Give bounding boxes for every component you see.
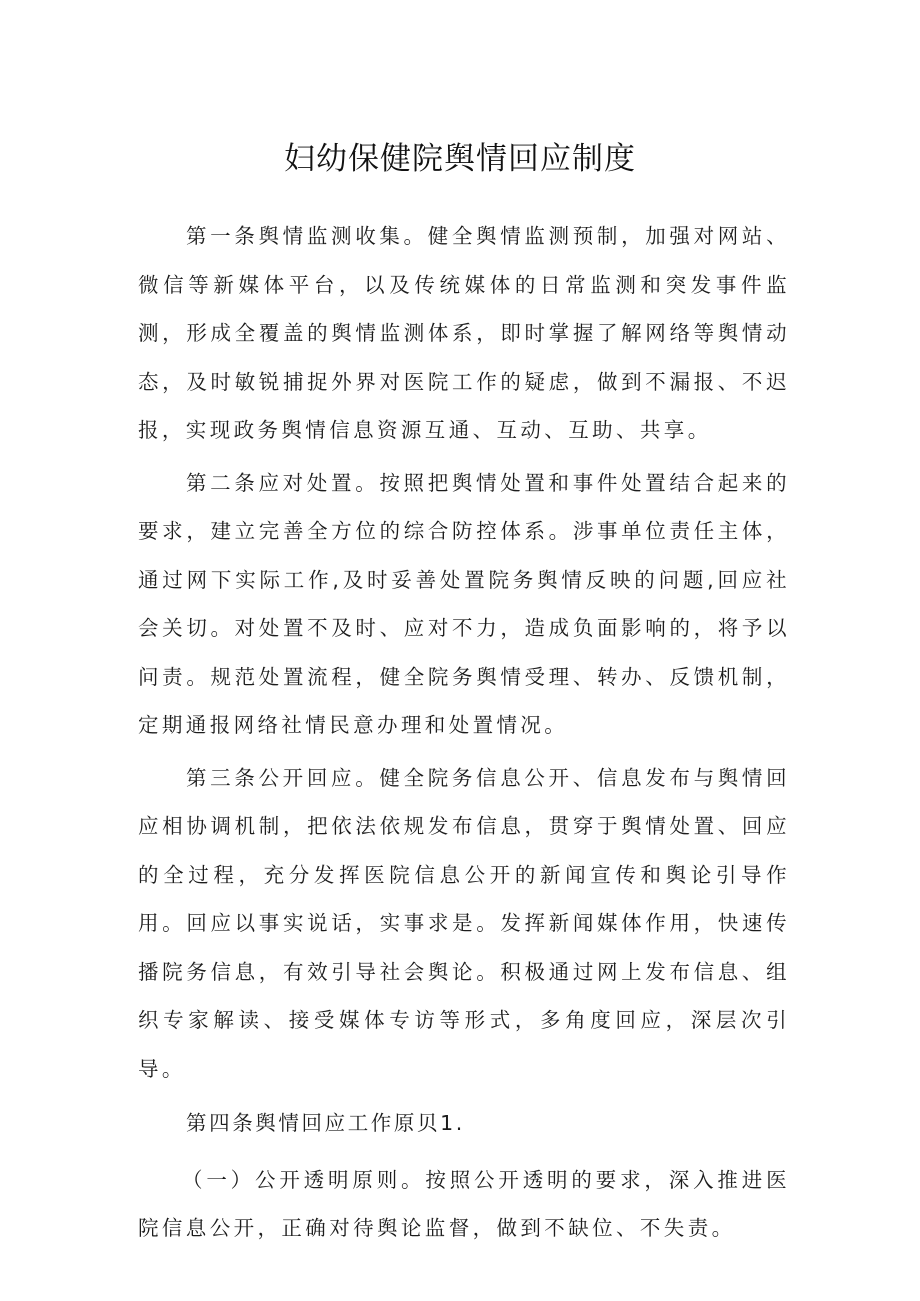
article-3-paragraph: 第三条公开回应。健全院务信息公开、信息发布与舆情回应相协调机制，把依法依规发布信息，贯穿于舆情处置、回应的全过程，充分发挥医院信息公开的新闻宣传和舆论引导作用。回应以事实说话，实事求是。发挥新闻媒体作用，快速传播院务信息，有效引导社会舆论。积极通过网上发布信息、组织专家解读、接受媒体专访等形式，多角度回应，深层次引导。 <box>138 765 790 1081</box>
document-title: 妇幼保健院舆情回应制度 <box>284 141 636 177</box>
principle-1-paragraph: （一）公开透明原则。按照公开透明的要求，深入推进医院信息公开，正确对待舆论监督，做到不缺位、不失责。 <box>138 1167 790 1240</box>
article-2-paragraph: 第二条应对处置。按照把舆情处置和事件处置结合起来的要求，建立完善全方位的综合防控体系。涉事单位责任主体，通过网下实际工作,及时妥善处置院务舆情反映的问题,回应社会关切。对处置不及时、应对不力，造成负面影响的，将予以问责。规范处置流程，健全院务舆情受理、转办、反馈机制，定期通报网络社情民意办理和处置情况。 <box>138 470 790 737</box>
article-4-heading: 第四条舆情回应工作原贝1. <box>186 1111 465 1135</box>
document-body <box>138 212 790 1253</box>
article-1-paragraph: 第一条舆情监测收集。健全舆情监测预制，加强对网站、微信等新媒体平台，以及传统媒体的日常监测和突发事件监测，形成全覆盖的舆情监测体系，即时掌握了解网络等舆情动态，及时敏锐捕捉外界对医院工作的疑虑，做到不漏报、不迟报，实现政务舆情信息资源互通、互动、互助、共享。 <box>138 224 790 442</box>
